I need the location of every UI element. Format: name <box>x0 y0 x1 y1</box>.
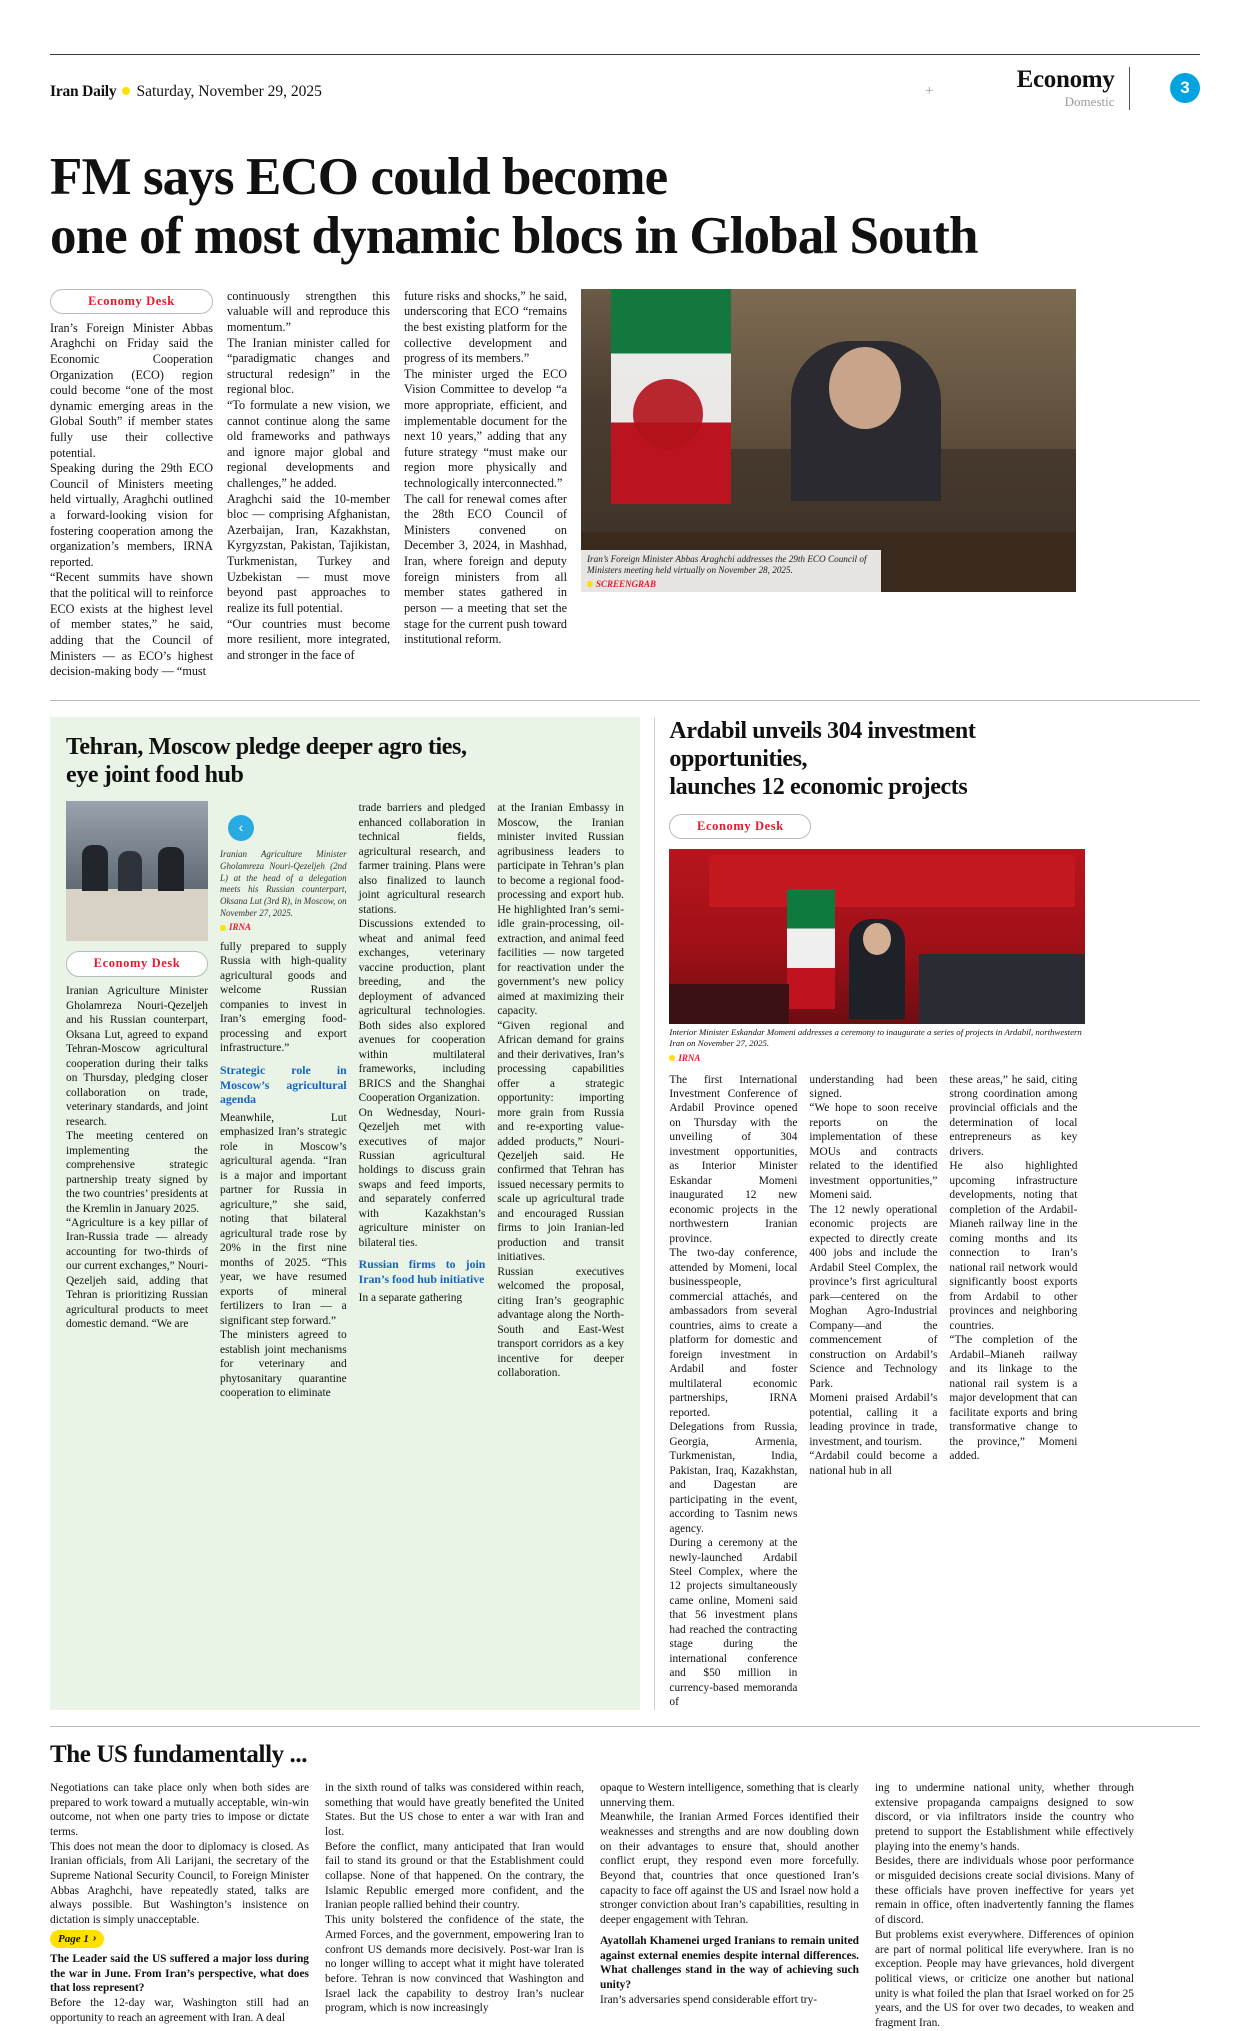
lead-photo-credit: SCREENGRAB <box>596 578 657 589</box>
credit-dot-icon <box>669 1055 675 1061</box>
bottom-column-1 <box>50 1781 309 2031</box>
ard-body-2: understanding had been signed. “We hope to soon receive reports on the implementation of these MOUs and contracts related to the identified investment opportunities,” Momeni said. The 12 newly operational economic projects are expected to directly create 400 jobs and include the Ardabil Steel Complex, the province’s first agricultural park—centered on the Moghan Agro-Industrial Company—and the commencement of construction on Ardabil’s Science and Technology Park. Momeni praised Ardabil’s potential, calling it a leading province in trade, investment, and tourism. “Ardabil could become a national hub in all <box>809 1073 938 1477</box>
section-divider-1 <box>50 700 1200 701</box>
ard-column-2 <box>809 1073 937 1710</box>
photo-emblem-icon <box>633 379 703 449</box>
tehran-moscow-article <box>50 717 640 1710</box>
jump-label: Page 1 <box>58 1932 89 1945</box>
credit-dot-icon <box>220 925 226 931</box>
bottom-column-4 <box>875 1781 1134 2031</box>
tm-photo-table-decor <box>66 889 208 941</box>
bottom-question-1: The Leader said the US suffered a major loss during the war in June. From Iran’s perspective, what does that loss represent? <box>50 1953 309 1995</box>
subsection-name: Domestic <box>1064 94 1115 110</box>
tm-subhead-2: Russian firms to join Iran’s food hub initiative <box>358 1257 486 1287</box>
page-number-badge: 3 <box>1170 73 1200 103</box>
newspaper-page <box>0 54 1250 2030</box>
page-title <box>50 148 1200 267</box>
tm-body-3-rest: In a separate gathering <box>358 1291 463 1304</box>
tm-photo-caption: Iranian Agriculture Minister Gholamreza Nouri-Qezeljeh (2nd L) at the head of a delegation meets his Russian counterpart, Oksana Lut (3rd R), in Moscow, on November 27, 2025. <box>220 849 347 918</box>
bottom-body-3: opaque to Western intelligence, something that is clearly unnerving them. Meanwhile, the Iranian Armed Forces identified their weaknesses and strengths and are now doubling down on their advantages to ensure that, should another conflict erupt, they respond even more forcefully. Beyond that, countries that once questioned Iran’s capacity to face off against the US and Israel now hold a stronger conviction about Iran’s capabilities, resulting in deeper engagement with Tehran. <box>600 1781 859 1927</box>
ard-flag-decor <box>787 889 835 1009</box>
ard-audience-decor <box>919 954 1085 1024</box>
ard-body-3: these areas,” he said, citing strong coordination among provincial officials and the determination of local entrepreneurs as key drivers. He also highlighted upcoming infrastructure developments, noting that completion of the Ardabil-Mianeh railway line in the coming months and its connection to Iran’s national rail network would significantly boost exports from Ardabil to other provinces and neighboring countries. “The completion of the Ardabil–Mianeh railway and its linkage to the national rail system is a major development that can facilitate exports and bring transformative change to the province,” Momeni added. <box>949 1073 1078 1463</box>
ard-photo-credit: IRNA <box>678 1052 701 1063</box>
tm-photo <box>66 801 208 941</box>
lead-photo <box>581 289 1076 592</box>
bottom-body-1: Negotiations can take place only when both sides are prepared to work toward a mutually acceptable, win-win outcome, not when one party tries to impose or dictate terms. This does not mean the door to diplomacy is closed. As Iranian officials, from Ali Larijani, the secretary of the Supreme National Security Council, to Foreign Minister Abbas Araghchi, have repeatedly stated, talks are always possible. But Washington’s insistence on dictation is simply unacceptable. <box>50 1781 309 1927</box>
tm-column-3 <box>359 801 486 1400</box>
tm-desk-badge: Economy Desk <box>66 951 208 977</box>
ard-desk-badge-wrap <box>669 814 811 839</box>
crop-mark: + <box>925 83 934 99</box>
tm-subhead-1: Strategic role in Moscow’s agricultural agenda <box>220 1062 347 1107</box>
tm-photo-credit-row <box>220 922 347 933</box>
mid-section <box>50 717 1200 1710</box>
tm-photo-credit: IRNA <box>229 922 252 933</box>
bottom-column-3 <box>600 1781 859 2031</box>
bottom-columns <box>50 1781 1200 2031</box>
lead-body-1: Iran’s Foreign Minister Abbas Araghchi on Friday said the Economic Cooperation Organization (ECO) region could become “one of the most dynamic emerging areas in the Global South” if member states fully use their collective potential. Speaking during the 29th ECO Council of Ministers meeting held virtually, Araghchi outlined a forward-looking vision for fostering cooperation among the organization’s members, IRNA reported. “Recent summits have shown that the political will to reinforce ECO exists at the highest level of member states,” he said, adding that the Council of Ministers — as ECO’s highest decision-making body — “must <box>50 320 213 679</box>
ardabil-headline <box>669 717 1085 802</box>
masthead-left <box>50 69 322 101</box>
bottom-body-1-rest: Before the 12-day war, Washington still had an opportunity to reach an agreement with Iran. A deal <box>50 1997 309 2024</box>
lead-photo-credit-row <box>587 579 875 589</box>
tm-photo-person3-decor <box>158 847 184 891</box>
lead-body-3: future risks and shocks,” he said, underscoring that ECO “remains the best existing platform for the collective development and progress of its members.” The minister urged the ECO Vision Committee to develop “a more appropriate, efficient, and implementable document for the next 10 years,” adding that any future strategy “must make our region more physically and technologically interconnected.” The call for renewal comes after the 28th ECO Council of Ministers convened on December 3, 2024, in Mashhad, Iran, where foreign and deputy foreign ministers from all member states gathered in person — a meeting that set the stage for the current push toward institutional reform. <box>404 288 567 647</box>
masthead <box>50 54 1200 114</box>
ardabil-columns <box>669 1073 1085 1710</box>
ardabil-photo-caption: Interior Minister Eskandar Momeni addresses a ceremony to inaugurate a series of projects in Ardabil, northwestern Iran on November 27, 2025. <box>669 1026 1082 1049</box>
bottom-article-headline: The US fundamentally ... <box>50 1740 308 1768</box>
jump-to-page-1-link[interactable] <box>50 1930 104 1948</box>
ard-headline-line-1: Ardabil unveils 304 investment opportunities, <box>669 717 976 773</box>
tm-body-3-top: trade barriers and pledged enhanced collaboration in technical fields, agricultural research, and farmer training. Plans were also finalized to launch joint agricultural research stations. Discussions extended to wheat and animal feed exchanges, veterinary vaccine production, plant breeding, and the deployment of advanced agricultural technologies. Both sides also explored avenues for cooperation within multilateral frameworks, including BRICS and the Shanghai Cooperation Organization. On Wednesday, Nouri-Qezeljeh met with executives of major Russian agricultural holdings to discuss grain swaps and feed imports, and separately conferred with Kazakhstan’s agriculture minister on bilateral ties. <box>358 802 486 1249</box>
tm-photo-person-decor <box>82 845 108 891</box>
bottom-question-2: Ayatollah Khamenei urged Iranians to remain united against external enemies despite internal differences. What challenges stand in the way of achieving such unity? <box>600 1934 859 1991</box>
headline-line-2: one of most dynamic blocs in Global South <box>50 207 978 266</box>
ard-headline-line-2: launches 12 economic projects <box>669 774 968 801</box>
tm-body-4: at the Iranian Embassy in Moscow, the Iranian minister invited Russian agribusiness leaders to participate in Tehran’s plan to become a regional food-processing and export hub. He highlighted Iran’s semi-idle grain-processing, oil-extraction, and animal feed facilities — now targeted for reactivation under the government’s new policy aimed at maximizing their capacity. “Given regional and African demand for grains and their derivatives, Iran’s processing capabilities offer a strategic opportunity: importing more grain from Russia and re-exporting value-added products,” Nouri-Qezeljeh said. He confirmed that Tehran has issued necessary permits to scale up agricultural trade and encouraged Russian firms to join Iranian-led production and transit initiatives. Russian executives welcomed the proposal, citing Iran’s geographic advantage along the North-South and East-West transport corridors as a key incentive for deeper collaboration. <box>497 802 625 1380</box>
bottom-body-3-rest: Iran’s adversaries spend considerable effort try- <box>600 1993 818 2006</box>
brand-name: Iran Daily <box>50 82 117 100</box>
tm-body-2-rest: Meanwhile, Lut emphasized Iran’s strategic role in Moscow’s agricultural agenda. “Iran is a major and important partner for Russia in agriculture,” she said, noting that bilateral agricultural trade rose by 20% in the first nine months of 2025. “This year, we have resumed exports of mineral fertilizers to Iran — a significant step forward.” The ministers agreed to establish joint mechanisms for veterinary and phytosanitary quarantine cooperation to eliminate <box>220 1111 347 1400</box>
ardabil-article <box>669 717 1085 1710</box>
ard-desk-badge: Economy Desk <box>669 814 811 839</box>
tm-column-1 <box>66 801 208 1400</box>
ard-podium-decor <box>669 984 789 1024</box>
ard-column-3 <box>949 1073 1077 1710</box>
credit-dot-icon <box>587 581 593 587</box>
tm-column-2 <box>220 801 347 1400</box>
lead-column-2 <box>227 289 390 680</box>
lead-body-2: continuously strengthen this valuable will and reproduce this momentum.” The Iranian minister called for “paradigmatic changes and structural redesign” in the regional bloc. “To formulate a new vision, we cannot continue along the same old frameworks and pathways and ignore major global and regional developments and challenges,” he added. Araghchi said the 10-member bloc — comprising Afghanistan, Azerbaijan, Iran, Kazakhstan, Kyrgyzstan, Pakistan, Tajikistan, Turkmenistan, Turkey and Uzbekistan — must move beyond past approaches to realize its full potential. “Our countries must become more resilient, more integrated, and stronger in the face of <box>227 288 390 662</box>
tm-body-2-top: fully prepared to supply Russia with high-quality agricultural goods and welcome Russian companies to invest in Iran’s emerging food-processing and export infrastructure.” <box>220 940 347 1055</box>
tm-column-4 <box>497 801 624 1400</box>
tm-columns <box>66 801 624 1400</box>
lead-photo-caption-box <box>581 550 881 592</box>
lead-photo-caption: Iran’s Foreign Minister Abbas Araghchi addresses the 29th ECO Council of Ministers meeting held virtually on November 28, 2025. <box>587 553 867 576</box>
tehran-moscow-headline <box>66 733 624 790</box>
bottom-column-2 <box>325 1781 584 2031</box>
section-name: Economy <box>1016 66 1115 94</box>
ard-photo-credit-row <box>669 1053 1085 1063</box>
tm-headline-line-1: Tehran, Moscow pledge deeper agro ties, <box>66 733 467 760</box>
desk-badge: Economy Desk <box>50 289 213 314</box>
lead-column-1 <box>50 289 213 680</box>
mid-vertical-divider <box>654 717 655 1710</box>
section-label-group <box>1017 67 1129 110</box>
tm-headline-line-2: eye joint food hub <box>66 762 244 789</box>
section-divider-2 <box>50 1726 1200 1727</box>
tm-photo-person2-decor <box>118 851 142 891</box>
ard-body-1: The first International Investment Conference of Ardabil Province opened on Thursday with the unveiling of 304 investment opportunities, as Interior Minister Eskandar Momeni inaugurated 12 new economic projects in the northwestern Iranian province. The two-day conference, attended by Momeni, local businesspeople, commercial attachés, and ambassadors from several countries, aims to create a platform for domestic and foreign investment in Ardabil and foster multilateral economic partnerships, IRNA reported. Delegations from Russia, Georgia, Armenia, Turkmenistan, India, Pakistan, Iraq, Kazakhstan, and Dagestan are participating in the event, according to Tasnim news agency. During a ceremony at the newly-launched Ardabil Steel Complex, where the 12 projects simultaneously came online, Momeni said that 56 investment plans had reached the contracting stage during the international conference and $50 million in currency-based memoranda of <box>669 1073 798 1709</box>
ard-column-1 <box>669 1073 797 1710</box>
ardabil-photo <box>669 849 1085 1024</box>
headline-line-1: FM says ECO could become <box>50 148 668 206</box>
chevron-left-icon[interactable]: ‹ <box>228 815 254 841</box>
masthead-divider <box>1129 67 1131 110</box>
ard-banner-decor <box>709 855 1075 907</box>
tm-body-1: Iranian Agriculture Minister Gholamreza Nouri-Qezeljeh and his Russian counterpart, Oksana Lut, agreed to expand Tehran-Moscow agricultural cooperation during their talks on Thursday, pledging closer collaboration on trade, veterinary standards, and joint research. The meeting centered on implementing the comprehensive strategic partnership treaty signed by the two countries’ presidents at the Kremlin in January 2025. “Agriculture is a key pillar of Iran-Russia trade — already accounting for two-thirds of our current exchanges,” Nouri-Qezeljeh said, adding that Tehran is prioritizing Russian agricultural products to meet domestic demand. “We are <box>66 985 208 1331</box>
bullet-dot-icon <box>122 87 130 95</box>
lead-article <box>50 289 1200 680</box>
chevron-right-icon: › <box>92 1932 97 1944</box>
lead-column-3 <box>404 289 567 680</box>
bottom-body-4: ing to undermine national unity, whether through extensive propaganda campaigns designed to sow discord, or via infiltrators inside the country who pretend to support the Establishment while effectively playing into the enemy’s hands. Besides, there are individuals whose poor performance or misguided decisions create social divisions. Many of these officials have proven ineffective for years yet remain in office, often inadvertently fanning the flames of discord. But problems exist everywhere. Differences of opinion are part of normal political life everywhere. Iran is no exception. People may have grievances, hold divergent political views, or criticize one another but national unity is what foiled the plan that Israel worked on for 25 years, and the US for over two decades, to weaken and fragment Iran. <box>875 1781 1134 2030</box>
bottom-body-2: in the sixth round of talks was considered within reach, something that would have greatly benefited the United States. But the US chose to enter a war with Iran and lost. Before the conflict, many anticipated that Iran would fail to stand its ground or that the Establishment could collapse. None of that happened. On the contrary, the Islamic Republic emerged more confident, and the Iranian people rallied behind their country. This unity bolstered the confidence of the state, the Armed Forces, and the government, empowering Iran to confront US demands more decisively. Post-war Iran is no longer willing to accept what it might have tolerated before. Tehran is now convinced that Washington and Israel lack the capability to destroy Iran’s nuclear program, which is now increasingly <box>325 1781 584 2015</box>
photo-face-decor <box>829 347 901 429</box>
issue-date: Saturday, November 29, 2025 <box>136 82 322 100</box>
ard-face-decor <box>863 923 891 955</box>
